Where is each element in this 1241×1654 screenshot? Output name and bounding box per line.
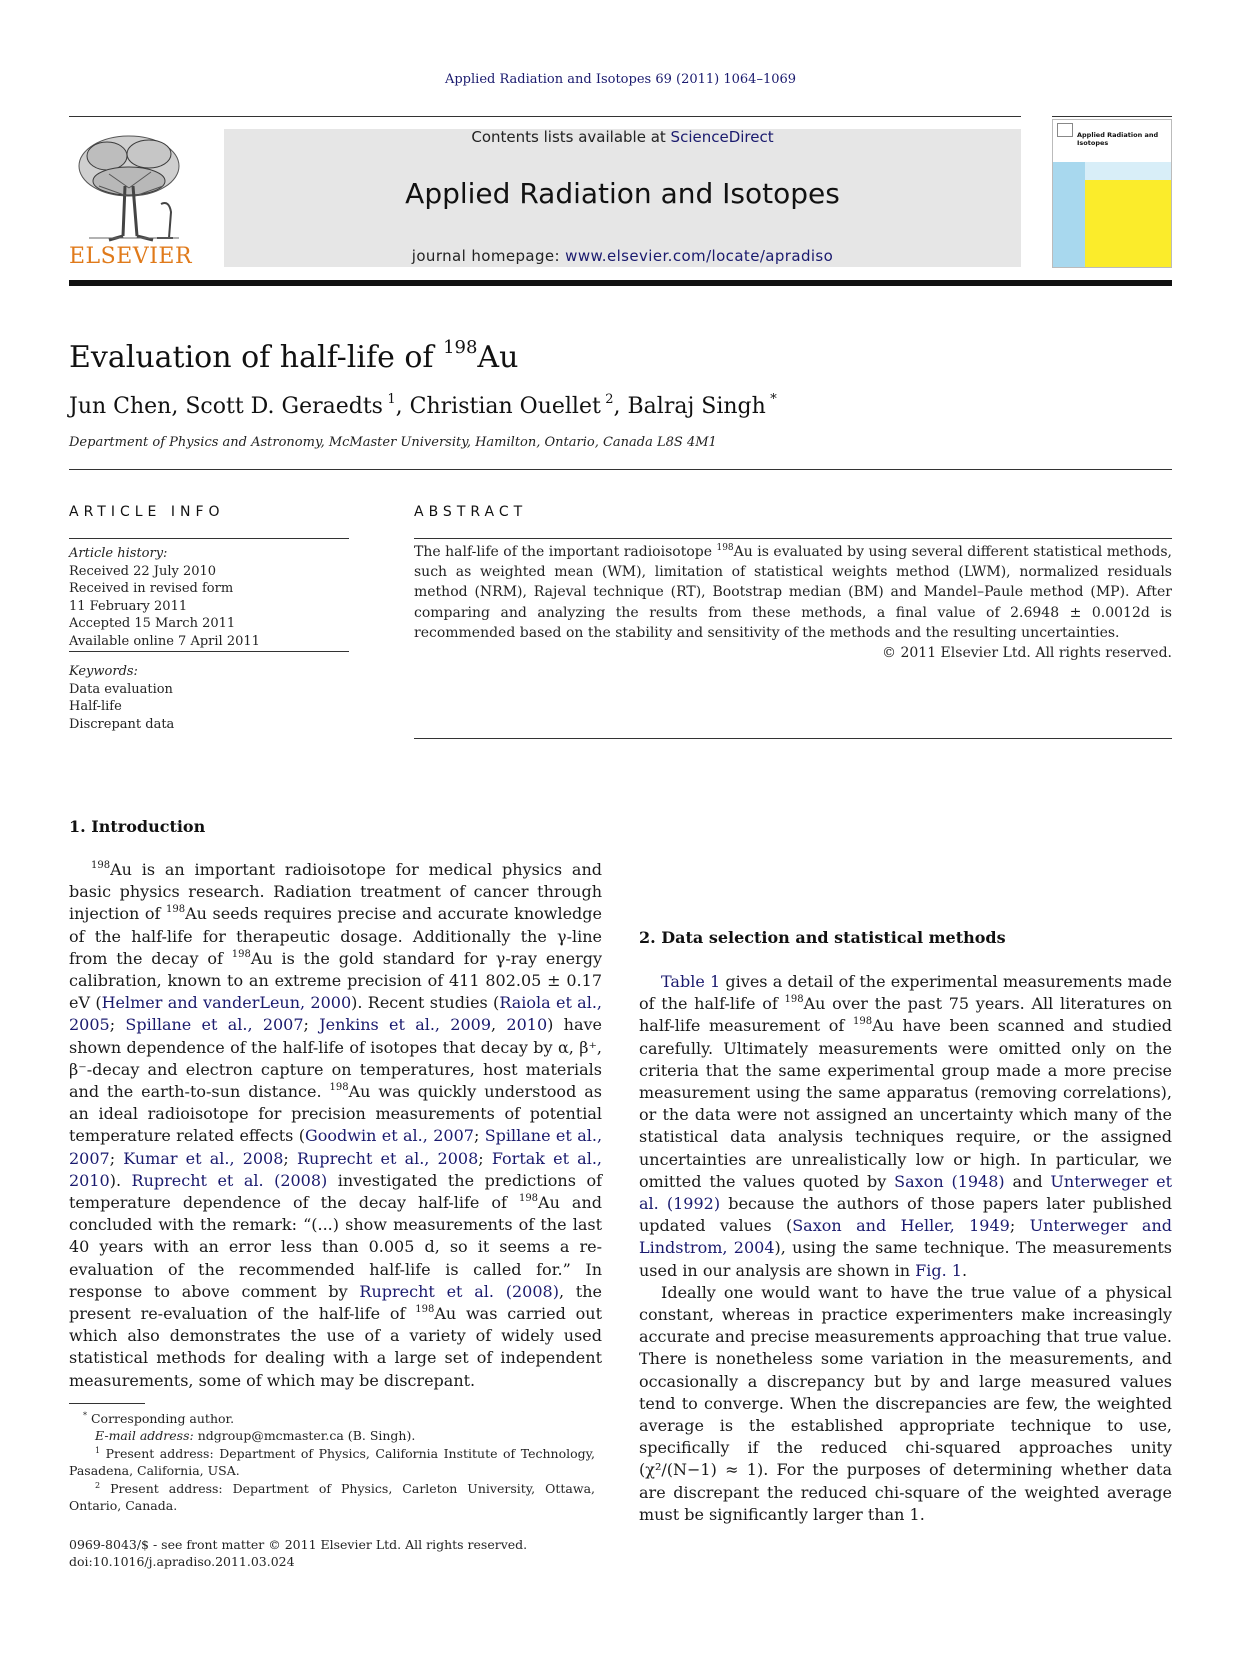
journal-name: Applied Radiation and Isotopes — [405, 177, 840, 210]
figure-link[interactable]: Fig. 1 — [915, 1260, 962, 1280]
doi-line[interactable]: doi:10.1016/j.apradiso.2011.03.024 — [69, 1554, 295, 1570]
citation-link[interactable]: Unterweger et al. (1992) — [639, 1171, 1173, 1214]
author-list: Jun Chen, Scott D. Geraedts $^1$, Christian Ouellet $^2$, Balraj Singh * — [69, 392, 777, 419]
journal-homepage-link[interactable]: www.elsevier.com/locate/apradiso — [565, 247, 834, 265]
footnotes: * Corresponding author. E-mail address: ndgroup@mcmaster.ca (B. Singh). $^1$ Present address: Department of Physics, California Institute of Technology, Pasadena, California, USA. $^2$ Present address: Department of Physics, Carleton University, Ottawa, Ontario, Canada. — [69, 1411, 595, 1514]
keyword: Data evaluation — [69, 681, 173, 697]
author-name: Jun Chen — [69, 394, 172, 419]
author-footnote-mark[interactable]: 1 — [387, 392, 396, 407]
citation-link[interactable]: Spillane et al., 2007 — [69, 1126, 603, 1168]
copyright-notice: © 2011 Elsevier Ltd. All rights reserved. — [882, 645, 1172, 662]
affiliation: Department of Physics and Astronomy, McMaster University, Hamilton, Ontario, Canada L8S 4M1 — [69, 435, 717, 450]
section-heading-introduction: 1. Introduction — [69, 817, 206, 836]
author-name: Scott D. Geraedts — [185, 394, 383, 419]
author-footnote-mark[interactable]: 2 — [605, 392, 614, 407]
divider — [69, 651, 349, 652]
front-matter — [69, 1536, 595, 1571]
citation-link[interactable]: Ruprecht et al., 2008 — [296, 1148, 479, 1168]
elsevier-wordmark: ELSEVIER — [69, 244, 193, 269]
citation-link[interactable]: Raiola et al., 2005 — [69, 993, 603, 1035]
citation-link[interactable]: Jenkins et al., 2009 — [319, 1015, 492, 1035]
history-item: Available online 7 April 2011 — [69, 633, 260, 649]
abstract-text: The half-life of the important radioisotope $^{198}$Au is evaluated by using several different statistical methods, such as weighted mean (WM), limitation of statistical weights method (LWM), normalized residuals method (NRM), Rajeval technique (RT), Bootstrap median (BM) and Mandel–Paule method (MP). After comparing and analyzing the results from these methods, a final value of 2.6948 ± 0.0012d is recommended based on the stability and sensitivity of the methods and the resulting uncertainties. © 2011 Elsevier Ltd. All rights reserved. — [414, 542, 1172, 663]
history-item: 11 February 2011 — [69, 598, 188, 614]
contents-line: Contents lists available at ScienceDirect — [471, 128, 774, 146]
table-link[interactable]: Table 1 — [661, 972, 721, 991]
journal-cover-thumbnail[interactable] — [1052, 119, 1172, 268]
email-link[interactable]: ndgroup@mcmaster.ca (B. Singh). — [193, 1428, 416, 1444]
author-name: Balraj Singh — [627, 394, 766, 419]
article-title: Evaluation of half-life of $^{198}$Au — [69, 337, 519, 375]
sciencedirect-link[interactable]: ScienceDirect — [670, 128, 774, 146]
citation-link[interactable]: Ruprecht et al. (2008) — [359, 1281, 559, 1301]
keywords-label: Keywords: — [69, 664, 138, 679]
citation-link[interactable]: Saxon and Heller, 1949 — [792, 1216, 1010, 1236]
paragraph: Ideally one would want to have the true value of a physical constant, whereas in practice experimenters make increasingly accurate and precise measurements approaching that true value. There is nonetheless some variation in the measurements, and occasionally a discrepancy but by and large measured values tend to converge. When the discrepancies are few, the weighted average is the established appropriate technique to use, specifically if the reduced chi-squared approaches unity (χ²/(N−1) ≈ 1). For the purposes of determining whether data are discrepant the reduced chi-square of the weighted average must be significantly larger than 1. — [639, 1282, 1172, 1524]
keyword: Discrepant data — [69, 716, 175, 732]
citation-link[interactable]: Helmer and vanderLeun, 2000 — [101, 993, 352, 1013]
divider — [414, 538, 1172, 539]
citation-link[interactable]: Spillane et al., 2007 — [125, 1015, 304, 1035]
corresponding-author-mark[interactable]: * — [770, 392, 777, 407]
citation-link[interactable]: Kumar et al., 2008 — [123, 1148, 284, 1168]
section-heading-data-selection: 2. Data selection and statistical methods — [639, 928, 1006, 947]
history-item: Accepted 15 March 2011 — [69, 616, 236, 632]
citation-link[interactable]: Ruprecht et al. (2008) — [131, 1170, 328, 1190]
keywords — [69, 663, 349, 733]
divider — [69, 538, 349, 539]
citation-link[interactable]: Unterweger and Lindstrom, 2004 — [639, 1216, 1172, 1258]
keyword: Half-life — [69, 699, 122, 715]
journal-citation[interactable]: Applied Radiation and Isotopes 69 (2011) 1064–1069 — [444, 72, 797, 87]
history-item: Received 22 July 2010 — [69, 563, 217, 579]
article-history — [69, 545, 349, 651]
citation-link[interactable]: Fortak et al., 2010 — [69, 1148, 603, 1190]
citation-link[interactable]: Goodwin et al., 2007 — [304, 1126, 474, 1146]
data-selection-text: Table 1 gives a detail of the experimental measurements made of the half-life of $^{198}$Au over the past 75 years. All literatures on half-life measurement of $^{198}$Au have been scanned and studied carefully. Ultimately measurements were omitted only on the criteria that the same experimental group made a more precise measurement using the same apparatus (removing correlations), or the data were not assigned an uncertainty which many of the statistical data analysis techniques require, or the assigned uncertainties are unrealistically low or high. In particular, we omitted the values quoted by Saxon (1948) and Unterweger et al. (1992) because the authors of those papers later published updated values (Saxon and Heller, 1949; Unterweger and Lindstrom, 2004), using the same technique. The measurements used in our analysis are shown in Fig. 1. Ideally one would want to have the true value of a physical constant, whereas in practice experimenters make increasingly accurate and precise measurements approaching that true value. There is nonetheless some variation in the measurements, and occasionally a discrepancy but by and large measured values tend to converge. When the discrepancies are few, the weighted average is the established appropriate technique to use, specifically if the reduced chi-squared approaches unity (χ²/(N−1) ≈ 1). For the purposes of determining whether data are discrepant the reduced chi-square of the weighted average must be significantly larger than 1. — [639, 971, 1172, 1526]
abstract-heading: ABSTRACT — [414, 504, 528, 520]
history-label: Article history: — [69, 546, 168, 561]
cover-title: Applied Radiation and Isotopes — [1077, 131, 1159, 147]
journal-homepage-line: journal homepage: www.elsevier.com/locate/apradiso — [411, 247, 834, 265]
footnote-rule — [69, 1403, 145, 1404]
header-thick-rule — [69, 280, 1172, 286]
citation-link[interactable]: 2010 — [506, 1015, 548, 1035]
cover-logo-icon — [1057, 123, 1073, 137]
author-name: Christian Ouellet — [409, 394, 601, 419]
history-item: Received in revised form — [69, 581, 234, 597]
issn-line: 0969-8043/$ - see front matter © 2011 Elsevier Ltd. All rights reserved. — [69, 1537, 528, 1552]
divider — [69, 469, 1172, 470]
citation-link[interactable]: Saxon (1948) — [894, 1171, 1005, 1191]
header-rule — [69, 116, 1021, 117]
article-info-heading: ARTICLE INFO — [69, 504, 225, 520]
introduction-text: $^{198}$Au is an important radioisotope for medical physics and basic physics research. Radiation treatment of cancer through injection of $^{198}$Au seeds requires precise and accurate knowledge of the half-life for therapeutic dosage. Additionally the γ-line from the decay of $^{198}$Au is the gold standard for γ-ray energy calibration, known to an extreme precision of 411 802.05 ± 0.17 eV (Helmer and vanderLeun, 2000). Recent studies (Raiola et al., 2005; Spillane et al., 2007; Jenkins et al., 2009, 2010) have shown dependence of the half-life of isotopes that decay by α, β⁺, β⁻-decay and electron capture on temperatures, host materials and the earth-to-sun distance. $^{198}$Au was quickly understood as an ideal radioisotope for precision measurements of potential temperature related effects (Goodwin et al., 2007; Spillane et al., 2007; Kumar et al., 2008; Ruprecht et al., 2008; Fortak et al., 2010). Ruprecht et al. (2008) investigated the predictions of temperature dependence of the decay half-life of $^{198}$Au and concluded with the remark: “(...) show measurements of the last 40 years with an error less than 0.005 d, so it seems a re-evaluation of the recommended half-life is called for.” In response to above comment by Ruprecht et al. (2008), the present re-evaluation of the half-life of $^{198}$Au was carried out which also demonstrates the use of a variety of widely used statistical methods for dealing with a large set of independent measurements, some of which may be discrepant. — [69, 860, 603, 1390]
header-rule-right — [1052, 116, 1172, 117]
divider — [414, 738, 1172, 739]
